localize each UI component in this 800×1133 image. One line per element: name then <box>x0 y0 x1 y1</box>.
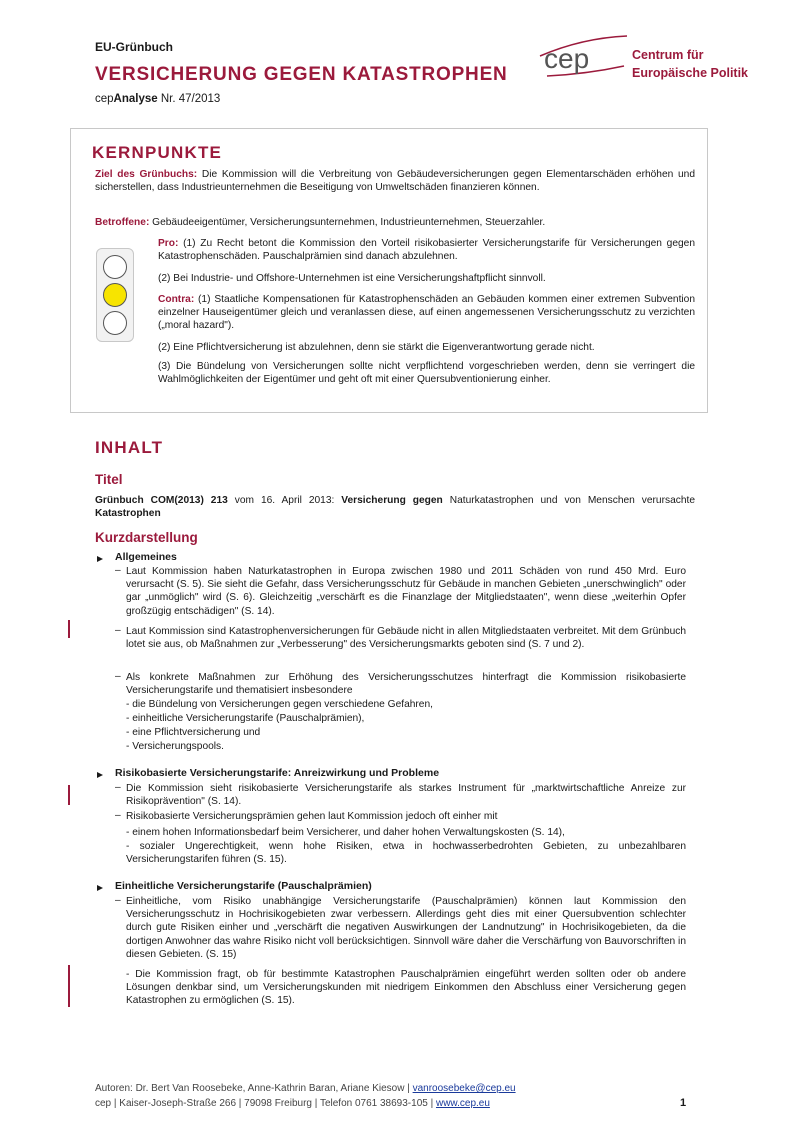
titel-heading: Titel <box>95 472 123 487</box>
allgemeines-s2: - einheitliche Versicherungstarife (Pauschalprämien), <box>126 713 365 724</box>
inhalt-heading: INHALT <box>95 438 164 457</box>
author-email-link[interactable]: vanroosebeke@cep.eu <box>412 1083 516 1094</box>
allgemeines-s1: - die Bündelung von Versicherungen gegen verschiedene Gefahren, <box>126 699 433 710</box>
traffic-light <box>96 248 134 342</box>
light-middle-yellow <box>103 283 127 307</box>
allgemeines-d3: Als konkrete Maßnahmen zur Erhöhung des Versicherungsschutzes hinterfragt die Kommission risikobasierte Versicherungstarife und thematisiert insbesondere <box>126 672 686 697</box>
dash-icon: – <box>115 565 121 576</box>
contra-3: (3) Die Bündelung von Versicherungen sollte nicht verpflichtend vorgeschrieben werden, denn sie verringert die Wahlmöglichkeiten der Eigentümer und geht oft mit einer Quersubventionierung einher. <box>158 361 695 386</box>
dash-icon: – <box>115 895 121 906</box>
einheit-s1: - Die Kommission fragt, ob für bestimmte Katastrophen Pauschalprämien eingeführt werden sollten oder ob andere Lösungen denkbar sind, um Versicherungskunden mit niedrigem Einkommen den Abschluss einer Versicherung gegen Katastrophen zu ermöglichen (S. 15). <box>126 969 686 1007</box>
pro-2: (2) Bei Industrie- und Offshore-Unternehmen ist eine Versicherungshaftpflicht sinnvoll. <box>158 273 546 284</box>
light-top <box>103 255 127 279</box>
risiko-s2: - sozialer Ungerechtigkeit, wenn hohe Risiken, etwa in hochwasserbedrohten Gebieten, zu unbezahlbaren Versicherungstarifen führen (S. 15). <box>126 841 686 866</box>
footer-address: cep | Kaiser-Joseph-Straße 266 | 79098 Freiburg | Telefon 0761 38693-105 | www.cep.eu <box>95 1098 490 1109</box>
ziel-paragraph: Ziel des Grünbuchs: Die Kommission will die Verbreitung von Gebäudeversicherungen gegen Elementarschäden erhöhen und sicherstellen, dass Industrieunternehmen die Beseitigung von Umweltschäden finanzieren können. <box>95 169 695 194</box>
risiko-d2: Risikobasierte Versicherungsprämien gehen laut Kommission jedoch oft einher mit <box>126 811 498 822</box>
kernpunkte-heading: KERNPUNKTE <box>92 143 223 162</box>
allgemeines-d1: Laut Kommission haben Naturkatastrophen in Europa zwischen 1980 und 2011 Schäden von rund 450 Mrd. Euro verursacht (S. 5). Sie sieht die Gefahr, dass Versicherungsschutz für Gebäude in manchen Gebieten „unerschwinglich" oder gar „unmöglich" wird (S. 6). Gleichzeitig „verschärft es die Finanzlage der Mitgliedstaaten", wenn diese „weiterhin Opfer großzügig entschädigen" (S. 14). <box>126 566 686 617</box>
bullet-triangle-icon <box>97 556 103 562</box>
contra-2: (2) Eine Pflichtversicherung ist abzulehnen, denn sie stärkt die Eigenverantwortung gerade nicht. <box>158 342 595 353</box>
series-label: EU-Grünbuch <box>95 40 173 54</box>
light-bottom <box>103 311 127 335</box>
titel-text: Grünbuch COM(2013) 213 vom 16. April 2013: Versicherung gegen Naturkatastrophen und von Menschen verursachte Katastrophen <box>95 495 695 520</box>
betroffene-paragraph: Betroffene: Gebäudeeigentümer, Versicherungsunternehmen, Industrieunternehmen, Steuerzahler. <box>95 217 546 228</box>
allgemeines-d2: Laut Kommission sind Katastrophenversicherungen für Gebäude nicht in allen Mitgliedstaaten verbreitet. Mit dem Grünbuch lotet sie aus, ob Maßnahmen zur „Verbesserung" des Versicherungsmarkts geboten sind (S. 7 und 2). <box>126 626 686 651</box>
einheit-d1: Einheitliche, vom Risiko unabhängige Versicherungstarife (Pauschalprämien) können laut Kommission den Versicherungsschutz in Hochrisikogebieten zwar verbessern. Allerdings geht dies mit einer Quersubvention schlechter durch gute Risiken einher und „verschärft die negativen Auswirkungen der Landnutzung" in Hochrisikogebieten, da die dortigen Anwohner das wahre Risiko nicht voll berücksichtigen. Sinnvoll wäre daher die Verschärfung von Bauvorschriften in diesen Gebieten. (S. 15) <box>126 896 686 960</box>
allgemeines-s3: - eine Pflichtversicherung und <box>126 727 261 738</box>
dash-icon: – <box>115 810 121 821</box>
margin-mark <box>68 965 70 1007</box>
website-link[interactable]: www.cep.eu <box>435 1098 490 1109</box>
page-number: 1 <box>680 1097 687 1109</box>
risiko-s1: - einem hohen Informationsbedarf beim Versicherer, und daher hohen Verwaltungskosten (S. 14), <box>126 827 565 838</box>
risiko-heading: Risikobasierte Versicherungstarife: Anreizwirkung und Probleme <box>115 767 440 779</box>
einheit-heading: Einheitliche Versicherungstarife (Pauschalprämien) <box>115 880 372 892</box>
allgemeines-heading: Allgemeines <box>115 551 177 563</box>
dash-icon: – <box>115 671 121 682</box>
bullet-triangle-icon <box>97 885 103 891</box>
analyse-number: cepAnalyse Nr. 47/2013 <box>95 93 221 105</box>
logo-wordmark: cep <box>544 43 590 74</box>
risiko-d1: Die Kommission sieht risikobasierte Versicherungstarife als starkes Instrument für „marktwirtschaftliche Anreize zur Risikoprävention" (S. 14). <box>126 783 686 808</box>
bullet-triangle-icon <box>97 772 103 778</box>
dash-icon: – <box>115 625 121 636</box>
footer-authors: Autoren: Dr. Bert Van Roosebeke, Anne-Kathrin Baran, Ariane Kiesow | vanroosebeke@cep.eu <box>95 1083 516 1094</box>
margin-mark <box>68 620 70 638</box>
pro-1: Pro: (1) Zu Recht betont die Kommission den Vorteil risikobasierter Versicherungstarife für Versicherungen gegen Katastrophenschäden. Pauschalprämien sind danach abzulehnen. <box>158 238 695 263</box>
dash-icon: – <box>115 782 121 793</box>
logo-text: Centrum für Europäische Politik <box>632 48 749 80</box>
contra-1: Contra: (1) Staatliche Kompensationen für Katastrophenschäden an Gebäuden kommen einer extremen Subvention einzelner Hauseigentümer gleich und veranlassen diese, auf einen angemessenen Versicherungsschutz zu verzichten („moral hazard"). <box>158 294 695 332</box>
kurzdarstellung-heading: Kurzdarstellung <box>95 530 198 545</box>
allgemeines-s4: - Versicherungspools. <box>126 741 224 752</box>
margin-mark <box>68 785 70 805</box>
document-title: VERSICHERUNG GEGEN KATASTROPHEN <box>95 64 508 85</box>
